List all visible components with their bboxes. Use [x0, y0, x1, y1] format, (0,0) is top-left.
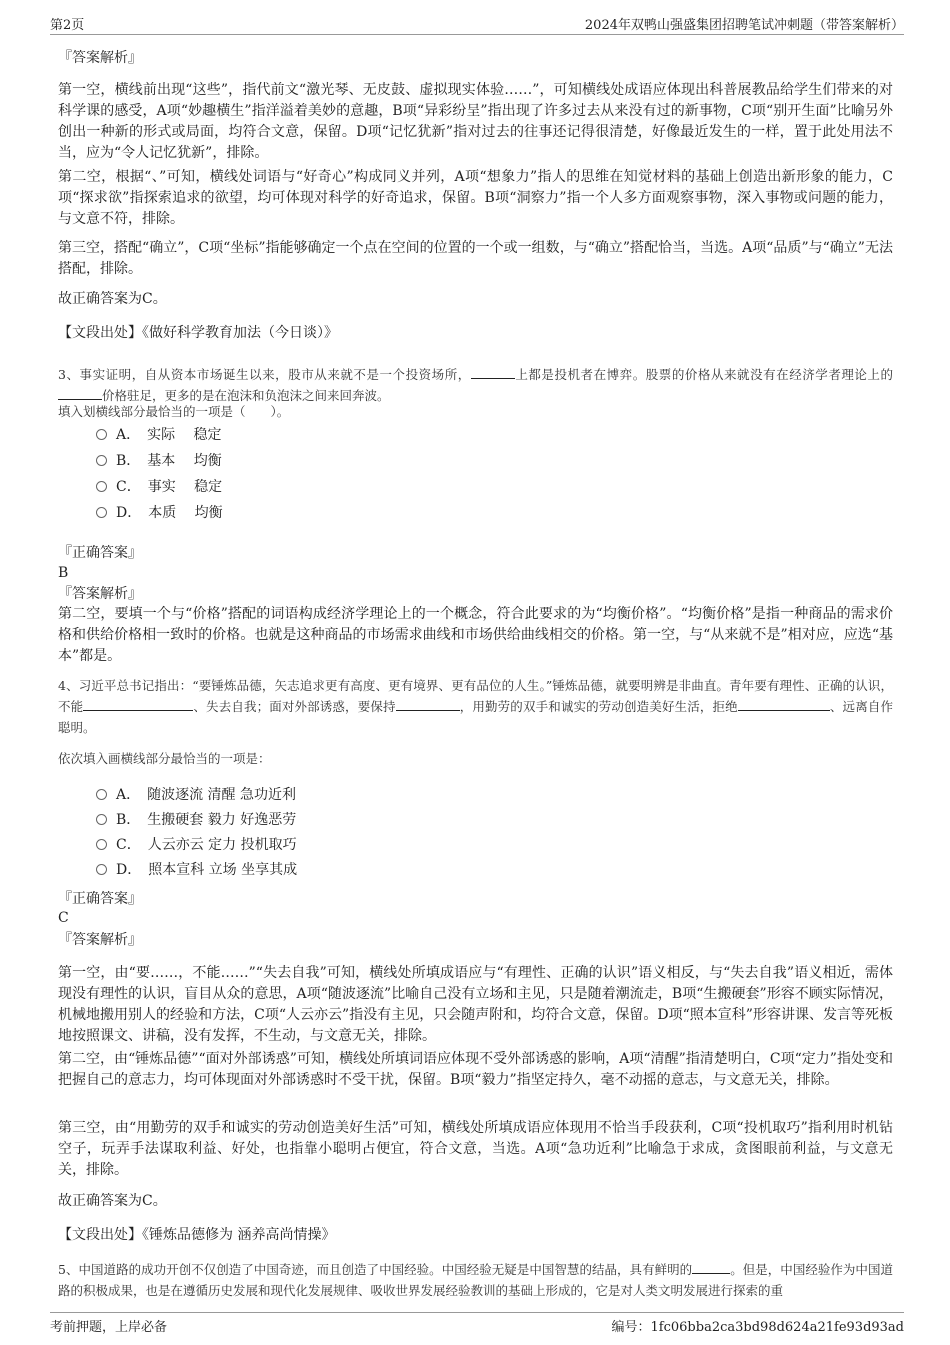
q5-blank-1	[692, 1261, 730, 1274]
q5-stem	[58, 1259, 893, 1301]
q4-analysis-para2: 第二空，由“锤炼品德”“面对外部诱惑”可知，横线处所填词语应体现不受外部诱惑的影响，A项“清醒”指清楚明白，C项“定力”指处变和把握自己的意志力，均可体现面对外部诱惑时不受干扰，保留。B项“毅力”指坚定持久，毫不动摇的意志，与文意无关，排除。	[58, 1051, 893, 1088]
q4-stem-part1: 4、习近平总书记指出：“要锤炼品德，矢志追求更有高度、更有境界、更有品位的人生。”锤炼品德，就要明辨是非曲直。青年要有理性、正确的认识，不能	[58, 678, 893, 714]
q3-stem-part2: 上都是投机者在博弈。股票的价格从来就没有在经济学者理论上的	[514, 367, 893, 382]
q2-source: 【文段出处】《做好科学教育加法（今日谈）》	[58, 325, 338, 341]
page-footer	[50, 1312, 904, 1336]
q4-conclusion: 故正确答案为C。	[58, 1193, 167, 1209]
q5-stem-part1: 5、中国道路的成功开创不仅创造了中国奇迹，而且创造了中国经验。中国经验无疑是中国智慧的结晶，具有鲜明的	[58, 1262, 693, 1277]
q3-stem	[58, 364, 893, 406]
q3-option-d[interactable]	[96, 503, 223, 523]
q4-blank-1	[83, 698, 193, 711]
q2-conclusion: 故正确答案为C。	[58, 291, 167, 307]
q3-stem-part3: 价格驻足，更多的是在泡沫和负泡沫之间来回奔波。	[102, 388, 390, 403]
q4-option-a[interactable]	[96, 785, 296, 805]
q3-blank-1	[471, 366, 515, 379]
q4-stem-part2: 、失去自我；面对外部诱惑，要保持	[193, 699, 396, 714]
radio-icon[interactable]	[96, 429, 107, 440]
radio-icon[interactable]	[96, 789, 107, 800]
q4-option-b[interactable]	[96, 810, 296, 830]
q3-instruction: 填入划横线部分最恰当的一项是（ ）。	[58, 404, 290, 419]
q4-source: 【文段出处】《锤炼品德修为 涵养高尚情操》	[58, 1227, 336, 1243]
q4-option-b-label: B． 生搬硬套 毅力 好逸恶劳	[116, 812, 297, 828]
q3-answer: B	[58, 565, 69, 581]
q3-option-b[interactable]	[96, 451, 222, 471]
q4-option-c[interactable]	[96, 835, 297, 855]
q3-option-d-label: D． 本质 均衡	[116, 505, 223, 521]
document-title: 2024年双鸭山强盛集团招聘笔试冲刺题（带答案解析）	[584, 18, 904, 33]
q3-analysis-label: 『答案解析』	[58, 586, 142, 602]
q3-option-a[interactable]	[96, 425, 222, 445]
q3-option-b-label: B． 基本 均衡	[116, 453, 222, 469]
page-header	[50, 14, 904, 35]
q4-analysis-para3: 第三空，由“用勤劳的双手和诚实的劳动创造美好生活”可知，横线处所填成语应体现用不恰当手段获利，C项“投机取巧”指利用时机钻空子，玩弄手法谋取利益、好处，也指靠小聪明占便宜，符合文意，当选。A项“急功近利”比喻急于求成，贪图眼前利益，与文意无关，排除。	[58, 1120, 893, 1178]
q4-option-d-label: D． 照本宣科 立场 坐享其成	[116, 862, 298, 878]
q4-analysis-label: 『答案解析』	[58, 932, 142, 948]
footer-slogan: 考前押题，上岸必备	[50, 1320, 168, 1335]
q4-analysis-para1: 第一空，由“要……，不能……”“失去自我”可知，横线处所填成语应与“有理性、正确的认识”语义相反，与“失去自我”语义相近，需体现没有理性的认识，盲目从众的意思，A项“随波逐流”比喻自己没有立场和主见，只是随着潮流走，B项“生搬硬套”形容不顾实际情况，机械地搬用别人的经验和方法，C项“人云亦云”指没有主见，只会随声附和，均符合文意，保留。D项“照本宣科”形容讲课、发言等死板地按照课文、讲稿，没有发挥，不生动，与文意无关，排除。	[58, 965, 893, 1044]
radio-icon[interactable]	[96, 814, 107, 825]
radio-icon[interactable]	[96, 481, 107, 492]
q3-option-c-label: C． 事实 稳定	[116, 479, 223, 495]
q3-option-c[interactable]	[96, 477, 222, 497]
q2-analysis-label: 『答案解析』	[58, 50, 142, 66]
q4-stem	[58, 675, 893, 738]
radio-icon[interactable]	[96, 507, 107, 518]
q4-answer-label: 『正确答案』	[58, 891, 142, 907]
document-id: 编号：1fc06bba2ca3bd98d624a21fe93d93ad	[611, 1320, 904, 1335]
q4-instruction: 依次填入画横线部分最恰当的一项是：	[58, 751, 271, 766]
q3-blank-2	[58, 387, 102, 400]
q4-option-d[interactable]	[96, 860, 297, 880]
q2-analysis-para2: 第二空，根据“、”可知，横线处词语与“好奇心”构成同义并列，A项“想象力”指人的思维在知觉材料的基础上创造出新形象的能力，C项“探求欲”指探索追求的欲望，均可体现对科学的好奇追求，保留。B项“洞察力”指一个人多方面观察事物，深入事物或问题的能力，与文意不符，排除。	[58, 169, 893, 227]
q3-analysis: 第二空，要填一个与“价格”搭配的词语构成经济学理论上的一个概念，符合此要求的为“均衡价格”。“均衡价格”是指一种商品的需求价格和供给价格相一致时的价格。也就是这种商品的市场需求曲线和市场供给曲线相交的价格。第一空，与“从来就不是”相对应，应选“基本”都是。	[58, 606, 893, 664]
q3-stem-part1: 3、事实证明，自从资本市场诞生以来，股市从来就不是一个投资场所，	[58, 367, 471, 382]
q5-stem-part2: 。但是，中国经验作为中国道路的积极成果，也是在遵循历史发展和现代化发展规律、吸收世界发展经验教训的基础上形成的，它是对人类文明发展进行探索的重	[58, 1262, 893, 1298]
q4-stem-part4: 、远离自作聪明。	[58, 699, 893, 735]
page-number: 第2页	[50, 18, 85, 33]
q4-blank-3	[738, 698, 830, 711]
radio-icon[interactable]	[96, 839, 107, 850]
q4-stem-part3: ，用勤劳的双手和诚实的劳动创造美好生活，拒绝	[459, 699, 738, 714]
q4-blank-2	[396, 698, 460, 711]
q2-analysis-para3: 第三空，搭配“确立”，C项“坐标”指能够确定一个点在空间的位置的一个或一组数，与“确立”搭配恰当，当选。A项“品质”与“确立”无法搭配，排除。	[58, 240, 893, 277]
q3-answer-label: 『正确答案』	[58, 545, 142, 561]
q4-option-c-label: C． 人云亦云 定力 投机取巧	[116, 837, 297, 853]
radio-icon[interactable]	[96, 864, 107, 875]
q4-option-a-label: A． 随波逐流 清醒 急功近利	[116, 787, 297, 803]
q4-answer: C	[58, 910, 69, 926]
q3-option-a-label: A． 实际 稳定	[116, 427, 222, 443]
q2-analysis-para1: 第一空，横线前出现“这些”，指代前文“激光琴、无皮鼓、虚拟现实体验……”，可知横线处成语应体现出科普展教品给学生们带来的对科学课的感受，A项“妙趣横生”指洋溢着美妙的意趣，B项“异彩纷呈”指出现了许多过去从来没有过的新事物，C项“别开生面”比喻另外创出一种新的形式或局面，均符合文意，保留。D项“记忆犹新”指对过去的往事还记得很清楚，好像最近发生的一样，置于此处用法不当，应为“令人记忆犹新”，排除。	[58, 82, 893, 161]
radio-icon[interactable]	[96, 455, 107, 466]
